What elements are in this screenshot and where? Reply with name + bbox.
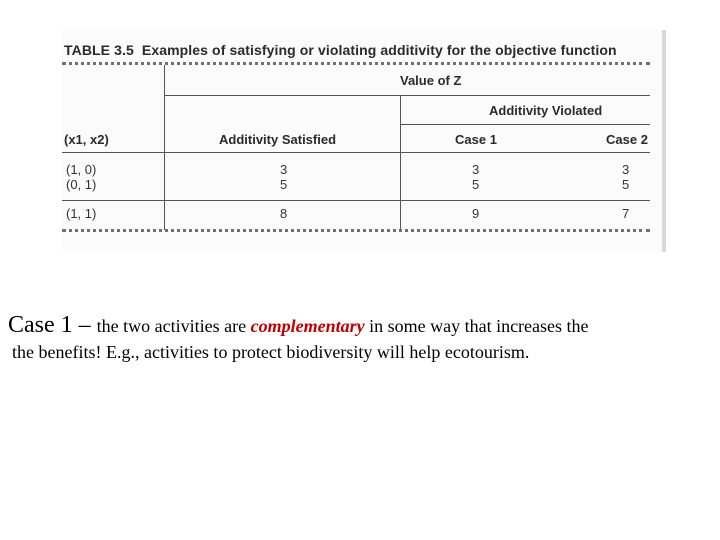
case-label: Case 1	[8, 312, 73, 338]
table-cell-case2: 7	[622, 206, 630, 221]
caption-line-2: the benefits! E.g., activities to protect biodiversity will help ecotourism.	[12, 342, 530, 362]
caption-line-1	[8, 312, 708, 339]
table-cell-case1: 3	[472, 162, 480, 177]
col-divider-2	[400, 95, 401, 230]
caption	[8, 312, 708, 365]
additivity-violated-header: Additivity Violated	[489, 103, 603, 118]
table-cell-satisfied: 5	[280, 177, 288, 192]
table-cell-case2: 3	[622, 162, 630, 177]
top-rule	[62, 62, 650, 65]
value-of-z-header: Value of Z	[400, 73, 462, 88]
col-divider-1	[164, 65, 165, 230]
table-cell-satisfied: 8	[280, 206, 288, 221]
additivity-satisfied-header: Additivity Satisfied	[219, 132, 337, 147]
table-label: TABLE 3.5	[64, 42, 134, 58]
table-cell-case1: 5	[472, 177, 480, 192]
emphasis-word: complementary	[250, 316, 365, 336]
table-title	[64, 42, 617, 58]
caption-dash: –	[72, 312, 97, 338]
caption-text-a: the two activities are	[96, 316, 251, 336]
table-cell-case2: 5	[622, 177, 630, 192]
case2-header: Case 2	[606, 132, 648, 147]
bottom-rule	[62, 229, 650, 232]
table-cell-case1: 9	[472, 206, 480, 221]
table-cell-satisfied: 3	[280, 162, 288, 177]
caption-text-b: in some way that increases the	[364, 316, 589, 336]
header-rule-2	[400, 124, 650, 125]
table-title-text: Examples of satisfying or violating additivity for the objective function	[141, 42, 617, 58]
scan-edge	[662, 30, 666, 252]
header-rule-1	[164, 95, 650, 96]
table-row-label: (1, 1)	[66, 206, 97, 221]
header-rule-3	[62, 152, 650, 153]
row-label-header: (x1, x2)	[64, 132, 109, 147]
table-row-label: (0, 1)	[66, 177, 97, 192]
case1-header: Case 1	[455, 132, 497, 147]
row-rule	[62, 200, 650, 201]
table-row-label: (1, 0)	[66, 162, 97, 177]
